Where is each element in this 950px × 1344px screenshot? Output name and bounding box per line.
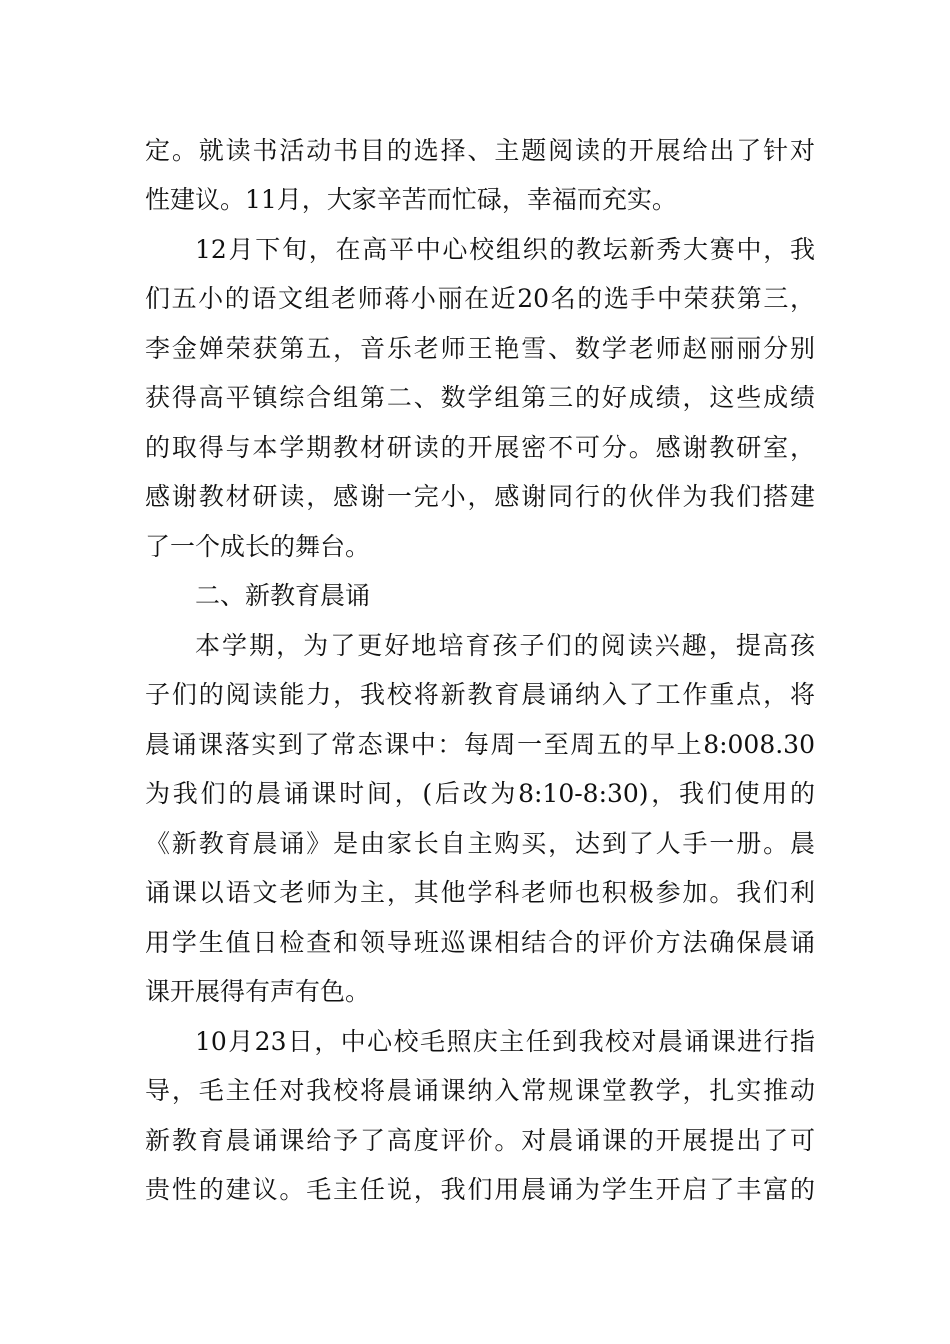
text-line-17: 用学生值日检查和领导班巡课相结合的评价方法确保晨诵 bbox=[145, 928, 815, 957]
text-line-15: 《新教育晨诵》是由家长自主购买，达到了人手一册。晨 bbox=[145, 829, 815, 858]
text-line-13: 晨诵课落实到了常态课中：每周一至周五的早上8:008.30 bbox=[145, 730, 815, 759]
text-line-7: 的取得与本学期教材研读的开展密不可分。感谢教研室， bbox=[145, 433, 815, 462]
text-line-5: 李金婵荣获第五，音乐老师王艳雪、数学老师赵丽丽分别 bbox=[145, 334, 815, 363]
text-line-21: 新教育晨诵课给予了高度评价。对晨诵课的开展提出了可 bbox=[145, 1126, 815, 1155]
paragraph-start-line: 本学期，为了更好地培育孩子们的阅读兴趣，提高孩 bbox=[195, 631, 815, 660]
text-line-20: 导，毛主任对我校将晨诵课纳入常规课堂教学，扎实推动 bbox=[145, 1076, 815, 1105]
text-line-18: 课开展得有声有色。 bbox=[145, 977, 371, 1006]
text-line-14: 为我们的晨诵课时间，(后改为8:10-8:30)，我们使用的 bbox=[145, 779, 815, 808]
text-line-4: 们五小的语文组老师蒋小丽在近20名的选手中荣获第三， bbox=[145, 284, 815, 313]
text-line-16: 诵课以语文老师为主，其他学科老师也积极参加。我们利 bbox=[145, 878, 815, 907]
text-line-22: 贵性的建议。毛主任说，我们用晨诵为学生开启了丰富的 bbox=[145, 1175, 815, 1204]
text-line-2: 性建议。11月，大家辛苦而忙碌，幸福而充实。 bbox=[145, 185, 677, 214]
text-line-6: 获得高平镇综合组第二、数学组第三的好成绩，这些成绩 bbox=[145, 383, 815, 412]
section-heading: 二、新教育晨诵 bbox=[195, 581, 371, 610]
paragraph-start-line: 12月下旬，在高平中心校组织的教坛新秀大赛中，我 bbox=[195, 235, 815, 264]
text-line-1: 定。就读书活动书目的选择、主题阅读的开展给出了针对 bbox=[145, 136, 815, 165]
paragraph-start-line: 10月23日，中心校毛照庆主任到我校对晨诵课进行指 bbox=[195, 1027, 815, 1056]
text-line-12: 子们的阅读能力，我校将新教育晨诵纳入了工作重点，将 bbox=[145, 680, 815, 709]
text-line-8: 感谢教材研读，感谢一完小，感谢同行的伙伴为我们搭建 bbox=[145, 482, 815, 511]
text-line-9: 了一个成长的舞台。 bbox=[145, 532, 371, 561]
